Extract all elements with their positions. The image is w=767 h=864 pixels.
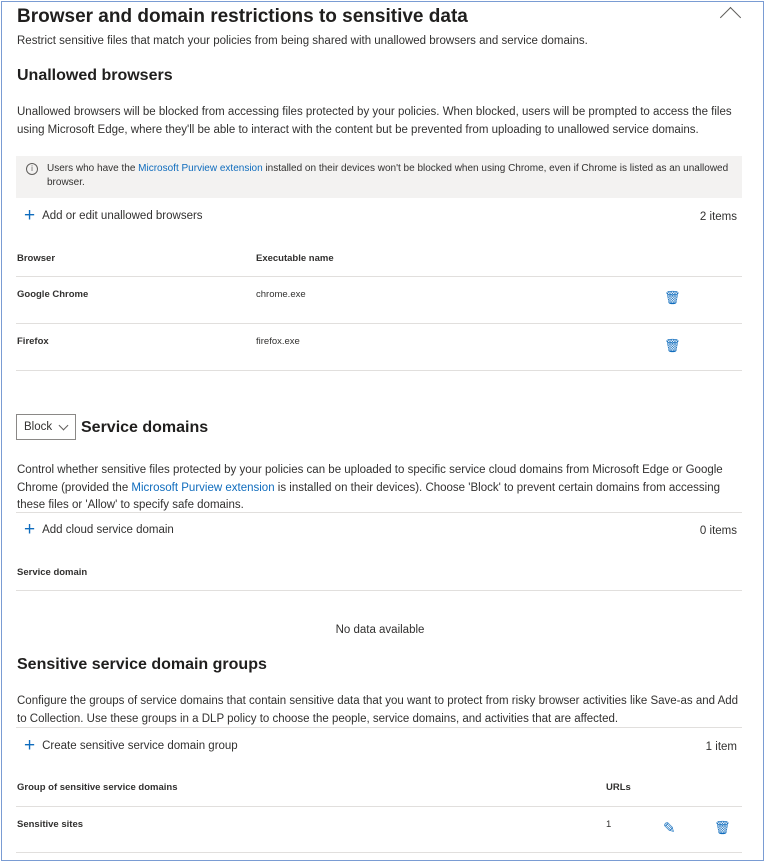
- browser-name: Google Chrome: [17, 289, 89, 300]
- chevron-down-icon: [59, 420, 69, 430]
- delete-icon[interactable]: 🗑: [664, 290, 681, 305]
- domain-mode-dropdown[interactable]: [16, 414, 76, 440]
- browser-name: Firefox: [17, 336, 49, 347]
- divider: [16, 370, 742, 371]
- column-group: Group of sensitive service domains: [17, 782, 178, 793]
- plus-icon: +: [24, 205, 36, 226]
- purview-extension-link[interactable]: Microsoft Purview extension: [138, 163, 263, 174]
- domain-groups-heading: Sensitive service domain groups: [17, 656, 267, 673]
- delete-icon[interactable]: 🗑: [714, 820, 731, 835]
- service-domains-heading: Service domains: [81, 419, 209, 436]
- divider: [16, 806, 742, 807]
- dropdown-value: Block: [24, 421, 53, 433]
- info-text: Users who have the: [47, 163, 139, 174]
- empty-state: No data available: [335, 624, 425, 636]
- browser-exe: firefox.exe: [256, 336, 300, 347]
- delete-icon[interactable]: 🗑: [664, 338, 681, 353]
- divider: [16, 852, 742, 853]
- browser-exe: chrome.exe: [256, 289, 306, 300]
- divider: [16, 323, 742, 324]
- add-label: Add or edit unallowed browsers: [42, 210, 203, 222]
- add-unallowed-browsers-button[interactable]: [24, 205, 203, 226]
- group-name: Sensitive sites: [17, 819, 84, 830]
- column-browser: Browser: [17, 253, 56, 264]
- desc-text: Control whether sensitive files protected by your policies can be uploaded to specific service cloud domains from Microsoft Edge or Google Chrome (provided the: [17, 464, 723, 494]
- group-urls: 1: [606, 819, 612, 830]
- info-text-end: installed on their devices won't be blocked when using Chrome, even if Chrome is listed as an unallowed browser.: [47, 163, 729, 188]
- groups-count: 1 item: [705, 741, 737, 753]
- page-subtitle: Restrict sensitive files that match your policies from being shared with unallowed browsers and service domains.: [17, 35, 588, 47]
- plus-icon: +: [24, 519, 36, 540]
- column-executable: Executable name: [256, 253, 334, 264]
- divider: [16, 590, 742, 591]
- purview-extension-link[interactable]: Microsoft Purview extension: [131, 481, 275, 494]
- info-banner: [16, 156, 742, 198]
- unallowed-browsers-heading: Unallowed browsers: [17, 67, 173, 84]
- divider: [16, 276, 742, 277]
- desc-text-end: is installed on their devices). Choose 'Block' to prevent certain domains from accessing these files or 'Allow' to specify safe domains.: [17, 481, 721, 511]
- add-label: Add cloud service domain: [42, 524, 174, 536]
- service-domains-description: [17, 462, 742, 515]
- page-title: Browser and domain restrictions to sensitive data: [17, 6, 468, 27]
- edit-icon[interactable]: ✎: [663, 820, 676, 837]
- add-label: Create sensitive service domain group: [42, 740, 238, 752]
- browsers-count: 2 items: [699, 211, 737, 223]
- create-domain-group-button[interactable]: [24, 735, 238, 756]
- domains-count: 0 items: [699, 525, 737, 537]
- divider: [16, 512, 742, 513]
- column-service-domain: Service domain: [17, 567, 88, 578]
- column-urls: URLs: [606, 782, 631, 793]
- info-icon: i: [26, 163, 38, 175]
- plus-icon: +: [24, 735, 36, 756]
- add-cloud-service-domain-button[interactable]: [24, 519, 174, 540]
- divider: [16, 727, 742, 728]
- domain-groups-description: Configure the groups of service domains that contain sensitive data that you want to protect from risky browser activities like Save-as and Add to Collection. Use these groups in a DLP policy to choose the people, service domains, and activities that are affected.: [17, 695, 739, 725]
- unallowed-browsers-description: Unallowed browsers will be blocked from accessing files protected by your policies. When blocked, users will be prompted to access the files using Microsoft Edge, where they'll be able to interact with the content but be prevented from uploading to unallowed service domains.: [17, 106, 732, 136]
